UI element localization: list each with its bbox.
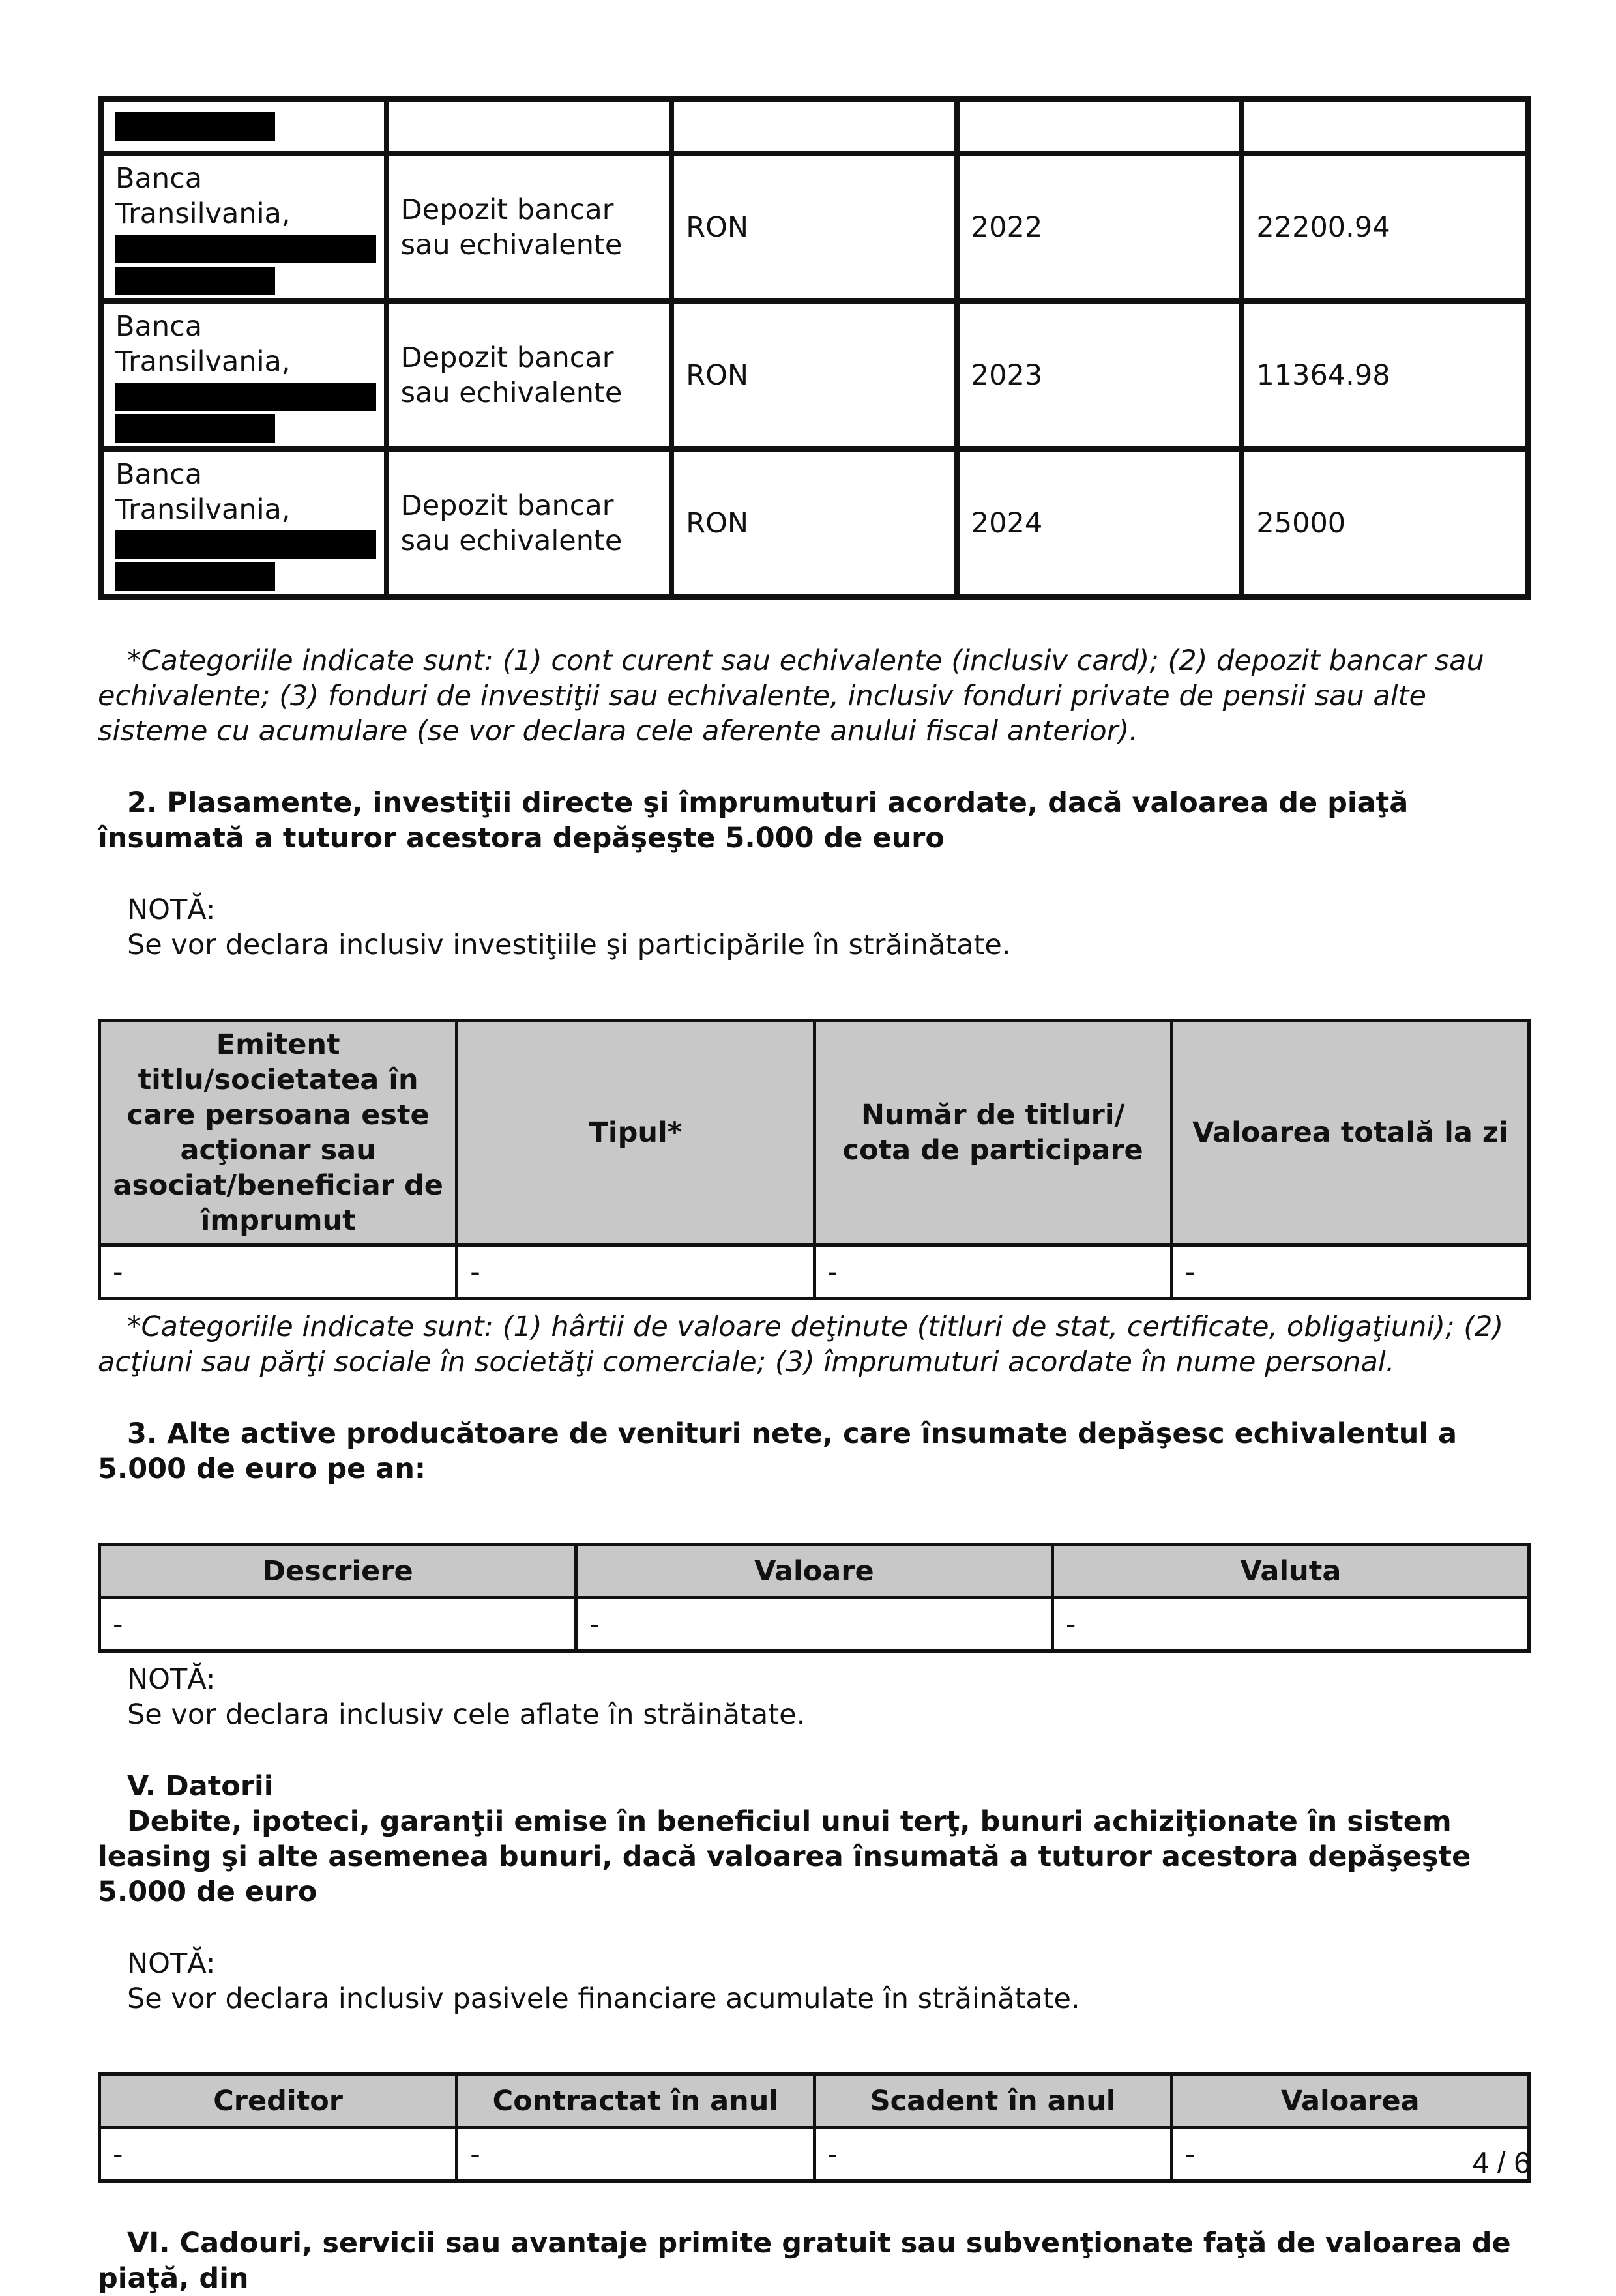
table-cell: -: [100, 1245, 457, 1299]
table-cell: -: [814, 1245, 1171, 1299]
table-cell: -: [814, 2128, 1171, 2181]
table-cell: RON: [671, 301, 957, 449]
table-cell: RON: [671, 153, 957, 301]
table-cell: 11364.98: [1242, 301, 1527, 449]
table-row: [100, 1245, 1529, 1299]
table-cell: 22200.94: [1242, 153, 1527, 301]
column-header: Contractat în anul: [457, 2074, 814, 2128]
table-cell: -: [1171, 1245, 1529, 1299]
investments-footnote: *Categoriile indicate sunt: (1) hârtii de valoare deţinute (titluri de stat, certificate, obligaţiuni); (2) acţiuni sau părţi sociale în societăţi comerciale; (3) împrumuturi acordate în nume personal.: [98, 1311, 1504, 1378]
table-cell: [101, 449, 387, 597]
redaction-bar: [115, 414, 275, 443]
table-row: [101, 153, 1527, 301]
table-cell: [101, 301, 387, 449]
table-row: [100, 1598, 1529, 1651]
page-number: 4 / 6: [1472, 2145, 1531, 2179]
table-cell: -: [576, 1598, 1052, 1651]
column-header: Valuta: [1052, 1545, 1529, 1598]
column-header: Valoare: [576, 1545, 1052, 1598]
table-cell: -: [100, 2128, 457, 2181]
table-header-row: [100, 1545, 1529, 1598]
document-page: [98, 96, 1531, 2296]
redaction-bar: [115, 267, 275, 295]
deposits-footnote: *Categoriile indicate sunt: (1) cont curent sau echivalente (inclusiv card); (2) depozit bancar sau echivalente; (3) fonduri de investiţii sau echivalente, inclusiv fonduri private de pensii sau alte sisteme cu acumulare (se vor declara cele aferente anului fiscal anterior).: [98, 645, 1484, 748]
table-cell: [671, 100, 957, 153]
table-cell: [1242, 100, 1527, 153]
table-cell: [957, 100, 1242, 153]
table-cell: -: [1052, 1598, 1529, 1651]
note-label: NOTĂ:: [127, 1663, 216, 1696]
table-cell: RON: [671, 449, 957, 597]
note-text: Se vor declara inclusiv cele aflate în străinătate.: [127, 1698, 806, 1731]
table-row: [101, 100, 1527, 153]
section-2-heading: 2. Plasamente, investiţii directe şi împrumuturi acordate, dacă valoarea de piaţă însumată a tuturor acestora depăşeşte 5.000 de euro: [98, 787, 1409, 854]
section-6-heading: VI. Cadouri, servicii sau avantaje primite gratuit sau subvenţionate faţă de valoarea de piaţă, din: [98, 2227, 1511, 2295]
table-row: [101, 301, 1527, 449]
section-3-heading: 3. Alte active producătoare de venituri nete, care însumate depăşesc echivalentul a 5.000 de euro pe an:: [98, 1417, 1458, 1485]
table-cell: -: [100, 1598, 576, 1651]
other-assets-table: [98, 1543, 1531, 1653]
note-label: NOTĂ:: [127, 894, 216, 926]
redaction-bar: [115, 562, 275, 591]
deposits-table: [98, 96, 1531, 600]
table-cell: [101, 100, 387, 153]
column-header: Valoarea: [1171, 2074, 1529, 2128]
investments-table: [98, 1019, 1531, 1300]
column-header: Scadent în anul: [814, 2074, 1171, 2128]
table-header-row: [100, 1021, 1529, 1245]
table-cell: Depozit bancar sau echivalente: [387, 301, 672, 449]
section-5-heading: Debite, ipoteci, garanţii emise în beneficiul unui terţ, bunuri achiziţionate în sistem leasing şi alte asemenea bunuri, dacă valoarea însumată a tuturor acestora depăşeşte 5.000 de euro: [98, 1805, 1471, 1908]
table-row: [101, 449, 1527, 597]
redaction-bar: [115, 235, 376, 263]
table-cell: [387, 100, 672, 153]
institution-name: Banca Transilvania,: [115, 458, 291, 526]
table-cell: 2022: [957, 153, 1242, 301]
column-header: Valoarea totală la zi: [1171, 1021, 1529, 1245]
table-cell: Depozit bancar sau echivalente: [387, 449, 672, 597]
institution-name: Banca Transilvania,: [115, 310, 291, 378]
redaction-bar: [115, 383, 376, 411]
table-cell: 25000: [1242, 449, 1527, 597]
institution-name: Banca Transilvania,: [115, 162, 291, 230]
note-text: Se vor declara inclusiv pasivele financiare acumulate în străinătate.: [127, 1983, 1080, 2015]
debts-table: [98, 2072, 1531, 2183]
table-cell: -: [457, 1245, 814, 1299]
redaction-bar: [115, 530, 376, 559]
note-text: Se vor declara inclusiv investiţiile şi participările în străinătate.: [127, 929, 1011, 961]
column-header: Creditor: [100, 2074, 457, 2128]
table-cell: [101, 153, 387, 301]
redaction-bar: [115, 112, 275, 141]
note-label: NOTĂ:: [127, 1947, 216, 1980]
column-header: Descriere: [100, 1545, 576, 1598]
column-header: Tipul*: [457, 1021, 814, 1245]
table-cell: 2024: [957, 449, 1242, 597]
table-cell: 2023: [957, 301, 1242, 449]
column-header: Emitent titlu/societatea în care persoana este acţionar sau asociat/beneficiar de împrumut: [100, 1021, 457, 1245]
table-row: [100, 2128, 1529, 2181]
table-cell: -: [1171, 2128, 1529, 2181]
column-header: Număr de titluri/ cota de participare: [814, 1021, 1171, 1245]
table-header-row: [100, 2074, 1529, 2128]
section-5-title: V. Datorii: [127, 1770, 274, 1803]
table-cell: -: [457, 2128, 814, 2181]
table-cell: Depozit bancar sau echivalente: [387, 153, 672, 301]
